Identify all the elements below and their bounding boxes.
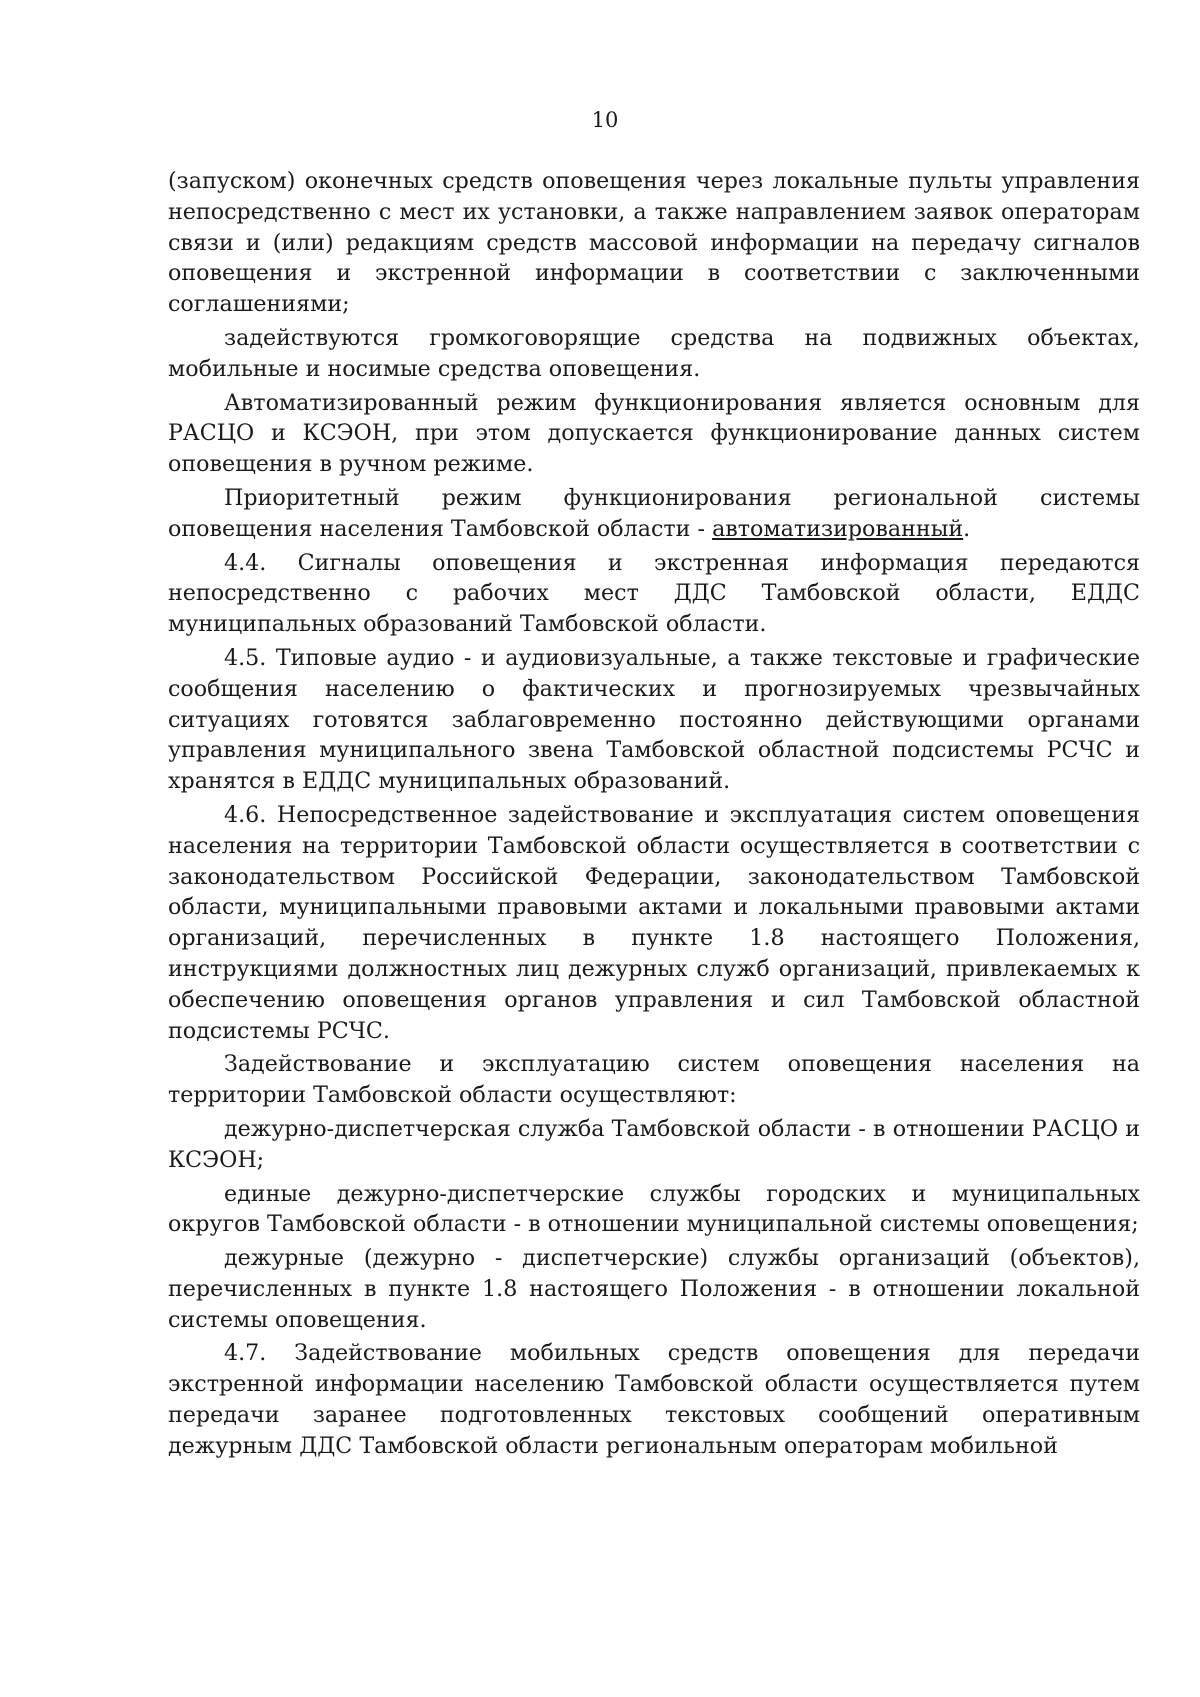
paragraph-dds-region: дежурно-диспетчерская служба Тамбовской области - в отношении РАСЦО и КСЭОН; (168, 1115, 1140, 1173)
paragraph-4-7: 4.7. Задействование мобильных средств оповещения для передачи экстренной информации населению Тамбовской области осуществляется путем передачи заранее подготовленных текстовых сообщений оперативным дежурным ДДС Тамбовской области региональным операторам мобильной (168, 1340, 1140, 1459)
paragraph-priority-mode (168, 483, 1140, 545)
document-body (168, 166, 1140, 1462)
priority-mode-end: . (963, 515, 971, 542)
paragraph-4-4: 4.4. Сигналы оповещения и экстренная информация передаются непосредственно с рабочих мест ДДС Тамбовской области, ЕДДС муниципальных образований Тамбовской области. (168, 549, 1140, 638)
priority-mode-text: Приоритетный режим функционирования региональной системы оповещения населения Тамбовской области - (168, 484, 1140, 542)
paragraph-continuation: (запуском) оконечных средств оповещения через локальные пульты управления непосредственно с мест их установки, а также направлением заявок операторам связи и (или) редакциям средств массовой информации на передачу сигналов оповещения и экстренной информации в соответствии с заключенными соглашениями; (168, 168, 1140, 318)
paragraph-automated-mode: Автоматизированный режим функционирования является основным для РАСЦО и КСЭОН, при этом допускается функционирование данных систем оповещения в ручном режиме. (168, 389, 1140, 478)
paragraph-operators: Задействование и эксплуатацию систем оповещения населения на территории Тамбовской области осуществляют: (168, 1051, 1140, 1109)
paragraph-loudspeakers: задействуются громкоговорящие средства на подвижных объектах, мобильные и носимые средства оповещения. (168, 324, 1140, 382)
paragraph-duty-services: дежурные (дежурно - диспетчерские) службы организаций (объектов), перечисленных в пункте 1.8 настоящего Положения - в отношении локальной системы оповещения. (168, 1245, 1140, 1333)
page-number: 10 (591, 108, 619, 132)
paragraph-4-5: 4.5. Типовые аудио - и аудиовизуальные, а также текстовые и графические сообщения населению о фактических и прогнозируемых чрезвычайных ситуациях готовятся заблаговременно постоянно действующими органами управления муниципального звена Тамбовской областной подсистемы РСЧС и хранятся в ЕДДС муниципальных образований. (168, 644, 1140, 795)
priority-mode-underlined: автоматизированный (712, 515, 964, 542)
paragraph-edds-municipal: единые дежурно-диспетчерские службы городских и муниципальных округов Тамбовской области - в отношении муниципальной системы оповещения; (168, 1180, 1140, 1238)
paragraph-4-6: 4.6. Непосредственное задействование и эксплуатация систем оповещения населения на территории Тамбовской области осуществляется в соответствии с законодательством Российской Федерации, законодательством Тамбовской области, муниципальными правовыми актами и локальными правовыми актами организаций, перечисленных в пункте 1.8 настоящего Положения, инструкциями должностных лиц дежурных служб организаций, привлекаемых к обеспечению оповещения органов управления и сил Тамбовской областной подсистемы РСЧС. (168, 801, 1140, 1044)
